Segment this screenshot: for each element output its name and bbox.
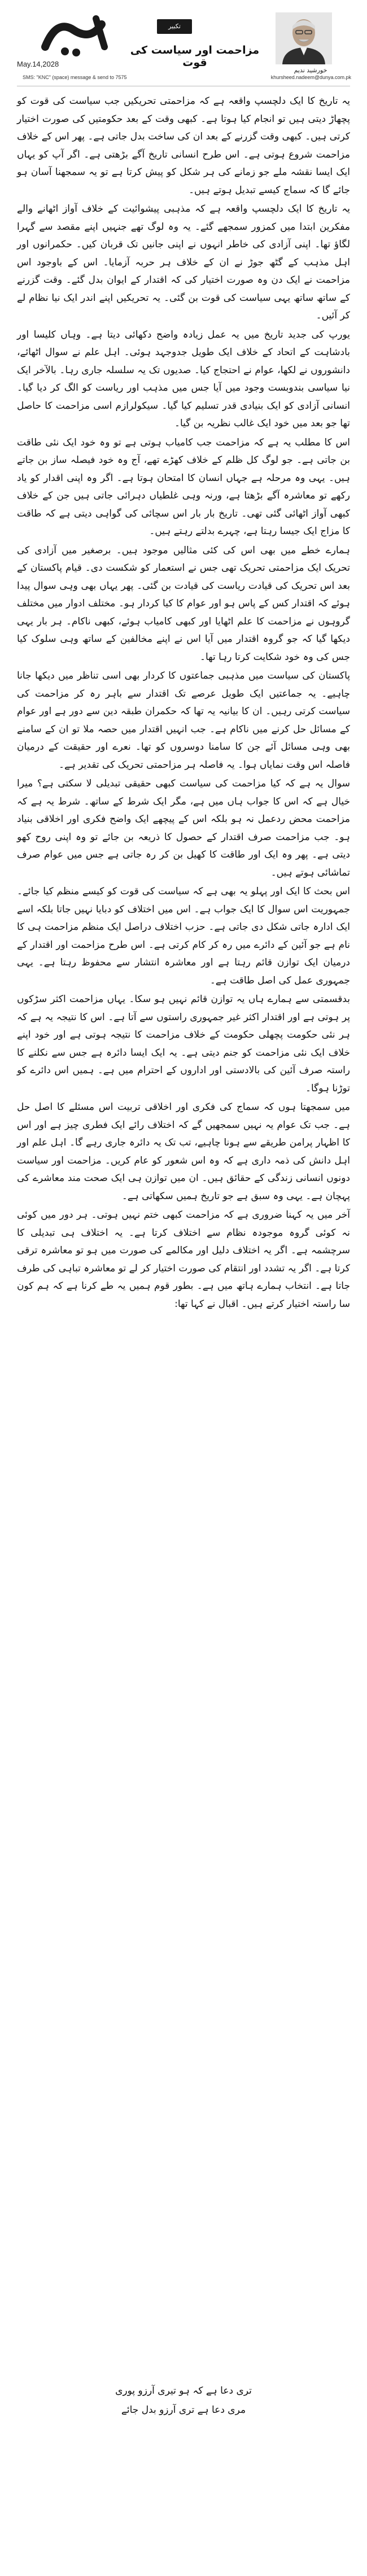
- article-paragraph: پاکستان کی سیاست میں مذہبی جماعتوں کا کردار بھی اسی تناظر میں دیکھا جانا چاہیے۔ یہ جماعتیں ایک طویل عرصے تک اقتدار سے باہر رہ کر مزاحمت کی سیاست کرتی رہیں۔ ان کا بیانیہ یہ تھا کہ حکمران طبقہ دین سے دور ہے اور عوام کے مسائل حل کرنے میں ناکام ہے۔ جب انہیں اقتدار میں حصہ ملا تو ان کے سامنے بھی وہی مسائل آئے جن کا سامنا دوسروں کو تھا۔ نعرے اور حقیقت کے درمیان فاصلہ اس وقت نمایاں ہوا۔ یہ فاصلہ ہر مزاحمتی تحریک کی تقدیر ہے۔: [17, 670, 350, 771]
- author-portrait-icon: [276, 12, 332, 64]
- verse-line: مری دعا ہے تری آرزو بدل جائے: [121, 2404, 246, 2416]
- author-name: خورشید ندیم: [294, 67, 327, 74]
- author-avatar: [276, 12, 332, 64]
- verse-line: تری دعا ہے کہ ہو تیری آرزو پوری: [115, 2385, 252, 2396]
- author-email[interactable]: khursheed.nadeem@dunya.com.pk: [270, 75, 351, 80]
- article-paragraph: سوال یہ ہے کہ کیا مزاحمت کی سیاست کبھی حقیقی تبدیلی لا سکتی ہے؟ میرا خیال ہے کہ اس کا جواب ہاں میں ہے، مگر ایک شرط کے ساتھ۔ شرط یہ ہے کہ مزاحمت محض ردعمل نہ ہو بلکہ اس کے پیچھے ایک واضح فکری اور اخلاقی بنیاد ہو۔ جب مزاحمت صرف اقتدار کے حصول کا ذریعہ بن جائے تو وہ اپنی روح کھو دیتی ہے۔ پھر وہ ایک اور طاقت کا کھیل بن کر رہ جاتی ہے جس میں عوام صرف تماشائی ہوتے ہیں۔: [17, 778, 350, 878]
- article-paragraph: اس بحث کا ایک اور پہلو یہ بھی ہے کہ سیاست کی قوت کو کیسے منظم کیا جائے۔ جمہوریت اس سوال کا ایک جواب ہے۔ اس میں اختلاف کو دبایا نہیں جاتا بلکہ اسے ایک ادارہ جاتی شکل دی جاتی ہے۔ حزب اختلاف دراصل ایک منظم مزاحمت ہی کا نام ہے جو آئین کے دائرے میں رہ کر کام کرتی ہے۔ اس طرح مزاحمت اور اقتدار کے درمیان ایک توازن قائم رہتا ہے اور معاشرہ انتشار سے محفوظ رہتا ہے۔ یہی جمہوری عمل کی اصل طاقت ہے۔: [17, 886, 350, 986]
- article-body: [17, 93, 350, 1314]
- article-title: مزاحمت اور سیاست کی قوت: [130, 44, 260, 69]
- column-label-badge: تکبیر مسلسل: [157, 19, 192, 34]
- article-paragraph: آخر میں یہ کہنا ضروری ہے کہ مزاحمت کبھی ختم نہیں ہوتی۔ ہر دور میں کوئی نہ کوئی گروہ موجودہ نظام سے اختلاف کرتا ہے۔ یہ اختلاف ہی تبدیلی کا سرچشمہ ہے۔ اگر یہ اختلاف دلیل اور مکالمے کی صورت میں ہو تو معاشرہ ترقی کرتا ہے۔ اگر یہ تشدد اور انتقام کی صورت اختیار کر لے تو معاشرہ تباہی کی طرف جاتا ہے۔ انتخاب ہمارے ہاتھ میں ہے۔ بطور قوم ہمیں یہ طے کرنا ہے کہ ہم کون سا راستہ اختیار کرتے ہیں۔ اقبال نے کہا تھا:: [17, 1209, 350, 1310]
- closing-verse: [17, 2381, 350, 2420]
- article-paragraph: یہ تاریخ کا ایک دلچسپ واقعہ ہے کہ مذہبی پیشوائیت کے خلاف آواز اٹھانے والے مفکرین ابتدا میں کمزور سمجھے گئے۔ یہ وہ لوگ تھے جنہیں اپنے مقصد سے گہرا لگاؤ تھا۔ اپنی آزادی کی خاطر انہوں نے اپنی جانیں تک قربان کیں۔ حکمرانوں اور اہل مذہب کے گٹھ جوڑ نے ان کے خلاف ہر حربہ آزمایا۔ اس کے باوجود اس مزاحمت نے ایک دن وہ صورت اختیار کی کہ اقتدار کے ایوان بدل گئے۔ وقت گزرنے کے ساتھ ساتھ یہی سیاست کی قوت بن گئی۔ یہ تحریکیں اپنے اندر ایک نیا نظام لے کر آئیں۔: [17, 203, 350, 321]
- article-paragraph: بدقسمتی سے ہمارے ہاں یہ توازن قائم نہیں ہو سکا۔ یہاں مزاحمت اکثر سڑکوں پر ہوتی ہے اور اقتدار اکثر غیر جمہوری راستوں سے آتا ہے۔ اس کا نتیجہ یہ ہے کہ ہر نئی حکومت پچھلی حکومت کے خلاف مزاحمت کا نتیجہ ہوتی ہے اور خود اپنے خلاف ایک نئی مزاحمت کو جنم دیتی ہے۔ یہ ایک ایسا دائرہ ہے جس سے نکلنے کا راستہ صرف آئین کی بالادستی اور اداروں کے احترام میں ہے۔ ہمیں اس دائرے کو توڑنا ہوگا۔: [17, 994, 350, 1094]
- article-paragraph: یہ تاریخ کا ایک دلچسپ واقعہ ہے کہ مزاحمتی تحریکیں جب سیاست کی قوت کو پچھاڑ دیتی ہیں تو انجام کیا ہوتا ہے۔ کبھی وقت کے بعد حکومتیں کی صورت اختیار کرتی ہیں۔ کبھی وقت گزرنے کے بعد ان کی ساخت بدل جاتی ہے۔ پھر اس کے خلاف مزاحمت شروع ہوتی ہے۔ اس طرح انسانی تاریخ آگے بڑھتی ہے۔ اگر آپ کو یہاں ایک ایسا نقشہ ملے جو زمانے کی ہر شکل کو پیش کرتا ہے تو یہ سمجھنا آسان ہو جائے گا کہ سماج کیسے تبدیل ہوتے ہیں۔: [17, 95, 350, 196]
- column-header: [0, 0, 367, 86]
- newspaper-logo-mark: [34, 7, 119, 64]
- publish-date: May.14,2028: [17, 60, 59, 68]
- article-paragraph: ہمارے خطے میں بھی اس کی کئی مثالیں موجود ہیں۔ برصغیر میں آزادی کی تحریک ایک مزاحمتی تحریک تھی جس نے استعمار کو شکست دی۔ قیام پاکستان کے بعد اس تحریک کی قیادت ریاست کی قیادت بن گئی۔ پھر یہاں بھی وہی سوال پیدا ہوئے کہ اقتدار کس کے پاس ہو اور عوام کا کیا کردار ہو۔ مختلف ادوار میں مختلف گروہوں نے مزاحمت کا علم اٹھایا اور کبھی کامیاب ہوئے، کبھی ناکام۔ ہر بار یہی دیکھا گیا کہ جو گروہ اقتدار میں آیا اس نے اپنے مخالفین کے ساتھ وہی سلوک کیا جس کی وہ خود شکایت کرتا رہا تھا۔: [17, 544, 350, 663]
- article-paragraph: یورپ کی جدید تاریخ میں یہ عمل زیادہ واضح دکھائی دیتا ہے۔ وہاں کلیسا اور بادشاہت کے اتحاد کے خلاف ایک طویل جدوجہد ہوئی۔ اہل علم نے سوال اٹھائے، دانشوروں نے لکھا، عوام نے احتجاج کیا۔ صدیوں تک یہ سلسلہ جاری رہا۔ بالآخر ایک نیا سیاسی بندوبست وجود میں آیا جس میں مذہب اور ریاست کو الگ کر دیا گیا۔ انسانی آزادی کو ایک بنیادی قدر تسلیم کیا گیا۔ سیکولرازم اسی مزاحمت کا حاصل تھا جو بعد میں خود ایک غالب نظریہ بن گیا۔: [17, 329, 350, 429]
- sms-info: SMS: "KNC" (space) message & send to 7575: [23, 75, 127, 80]
- article-paragraph: اس کا مطلب یہ ہے کہ مزاحمت جب کامیاب ہوتی ہے تو وہ خود ایک نئی طاقت بن جاتی ہے۔ جو لوگ کل ظلم کے خلاف کھڑے تھے، آج وہ خود فیصلہ ساز بن جاتے ہیں۔ یہی وہ مرحلہ ہے جہاں انسان کا امتحان ہوتا ہے۔ اگر وہ اپنی اقدار کو یاد رکھے تو معاشرہ آگے بڑھتا ہے، ورنہ وہی غلطیاں دہرائی جاتی ہیں جن کے خلاف کبھی آواز اٹھائی گئی تھی۔ تاریخ بار بار اس سچائی کی گواہی دیتی ہے کہ طاقت کا مزاج ایک جیسا رہتا ہے، چہرے بدلتے رہتے ہیں۔: [17, 436, 350, 537]
- article-paragraph: میں سمجھتا ہوں کہ سماج کی فکری اور اخلاقی تربیت اس مسئلے کا اصل حل ہے۔ جب تک عوام یہ نہیں سمجھیں گے کہ اختلاف رائے ایک فطری چیز ہے اور اس کا اظہار پرامن طریقے سے ہونا چاہیے، تب تک یہ دائرہ جاری رہے گا۔ اہل علم اور اہل دانش کی ذمہ داری ہے کہ وہ اس شعور کو عام کریں۔ مزاحمت اور سیاست دونوں انسانی زندگی کے حقائق ہیں۔ ان میں توازن ہی ایک صحت مند معاشرے کی پہچان ہے۔ یہی وہ سبق ہے جو تاریخ ہمیں سکھاتی ہے۔: [17, 1101, 350, 1202]
- newspaper-logo: [34, 5, 119, 67]
